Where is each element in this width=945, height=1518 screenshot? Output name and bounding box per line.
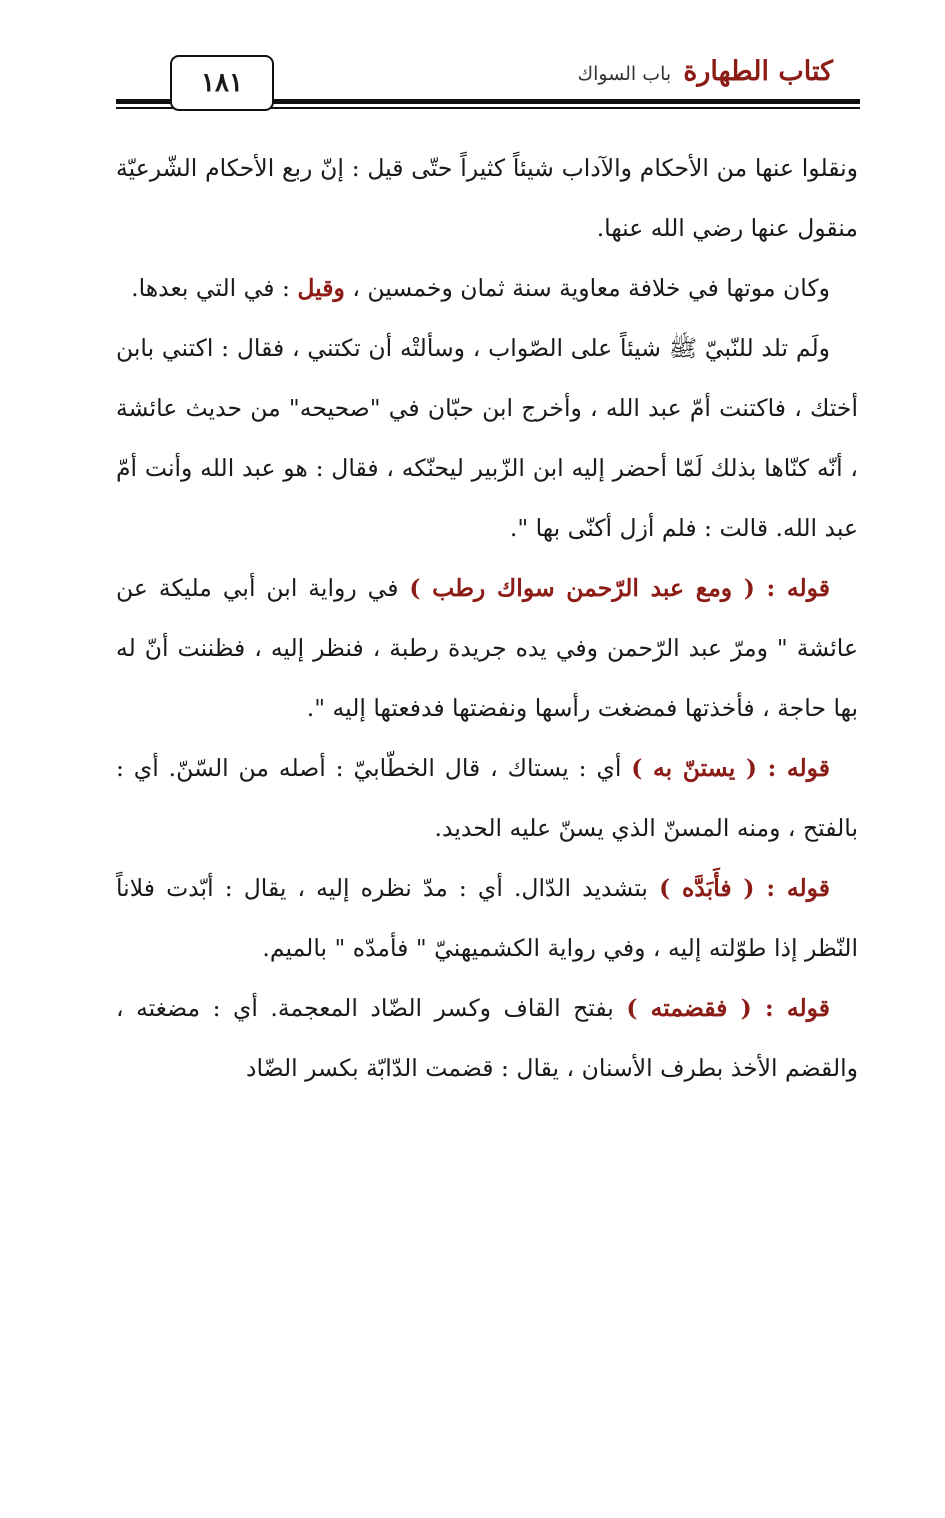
text-segment: : في التي بعدها. [131,274,298,302]
text-segment: بفتح القاف وكسر الضّاد المعجمة. أي : مضغته ، والقضم الأخذ بطرف الأسنان ، يقال : قضمت الدّابّة بكسر الضّاد [116,994,858,1082]
text-segment: وكان موتها في خلافة معاوية سنة ثمان وخمسين ، [344,274,830,302]
paragraph-abaddahu [116,858,858,978]
page-body [116,138,858,1098]
quoted-term: قوله : ( ومع عبد الرّحمن سواك رطب ) [409,574,831,602]
quoted-term: قوله : ( فأَبَدَّه ) [659,874,830,902]
text-segment: في رواية ابن أبي مليكة عن عائشة " ومرّ عبد الرّحمن وفي يده جريدة رطبة ، فنظر إليه ، فظننت أنّ له بها حاجة ، فأخذتها فمضغت رأسها ونفضتها فدفعتها إليه ". [116,574,858,722]
paragraph-siwak [116,558,858,738]
page-number: ١٨١ [170,55,274,111]
running-header [577,56,833,87]
quoted-term: قوله : ( يستنّ به ) [631,754,830,782]
paragraph-yastann [116,738,858,858]
text-segment: بتشديد الدّال. أي : مدّ نظره إليه ، يقال : أبّدت فلاناً النّظر إذا طوّلته إليه ، وفي رواية الكشميهنيّ " فأمدّه " بالميم. [116,874,858,962]
text-segment: ونقلوا عنها من الأحكام والآداب شيئاً كثيراً حتّى قيل : إنّ ربع الأحكام الشّرعيّة منقول عنها رضي الله عنها. [116,154,858,242]
book-title: كتاب الطهارة [683,56,833,87]
chapter-title: باب السواك [577,63,672,85]
text-segment: ولَم تلد للنّبيّ ﷺ شيئاً على الصّواب ، وسألتْه أن تكتني ، فقال : اكتني بابن أختك ، فاكتنت أمّ عبد الله ، وأخرج ابن حبّان في "صحيحه" من حديث عائشة ، أنّه كنّاها بذلك لَمّا أحضر إليه ابن الزّبير ليحنّكه ، فقال : هو عبد الله وأنت أمّ عبد الله. قالت : فلم أزل أكنّى بها ". [116,334,858,542]
keyword-highlight: وقيل [297,274,345,302]
paragraph-death [116,258,858,318]
paragraph-kunya [116,318,858,558]
paragraph-intro [116,138,858,258]
paragraph-qadamtuhu [116,978,858,1098]
text-segment: أي : يستاك ، قال الخطّابيّ : أصله من السّنّ. أي : بالفتح ، ومنه المسنّ الذي يسنّ عليه الحديد. [116,754,858,842]
quoted-term: قوله : ( فقضمته ) [626,994,830,1022]
page-header [0,0,945,120]
